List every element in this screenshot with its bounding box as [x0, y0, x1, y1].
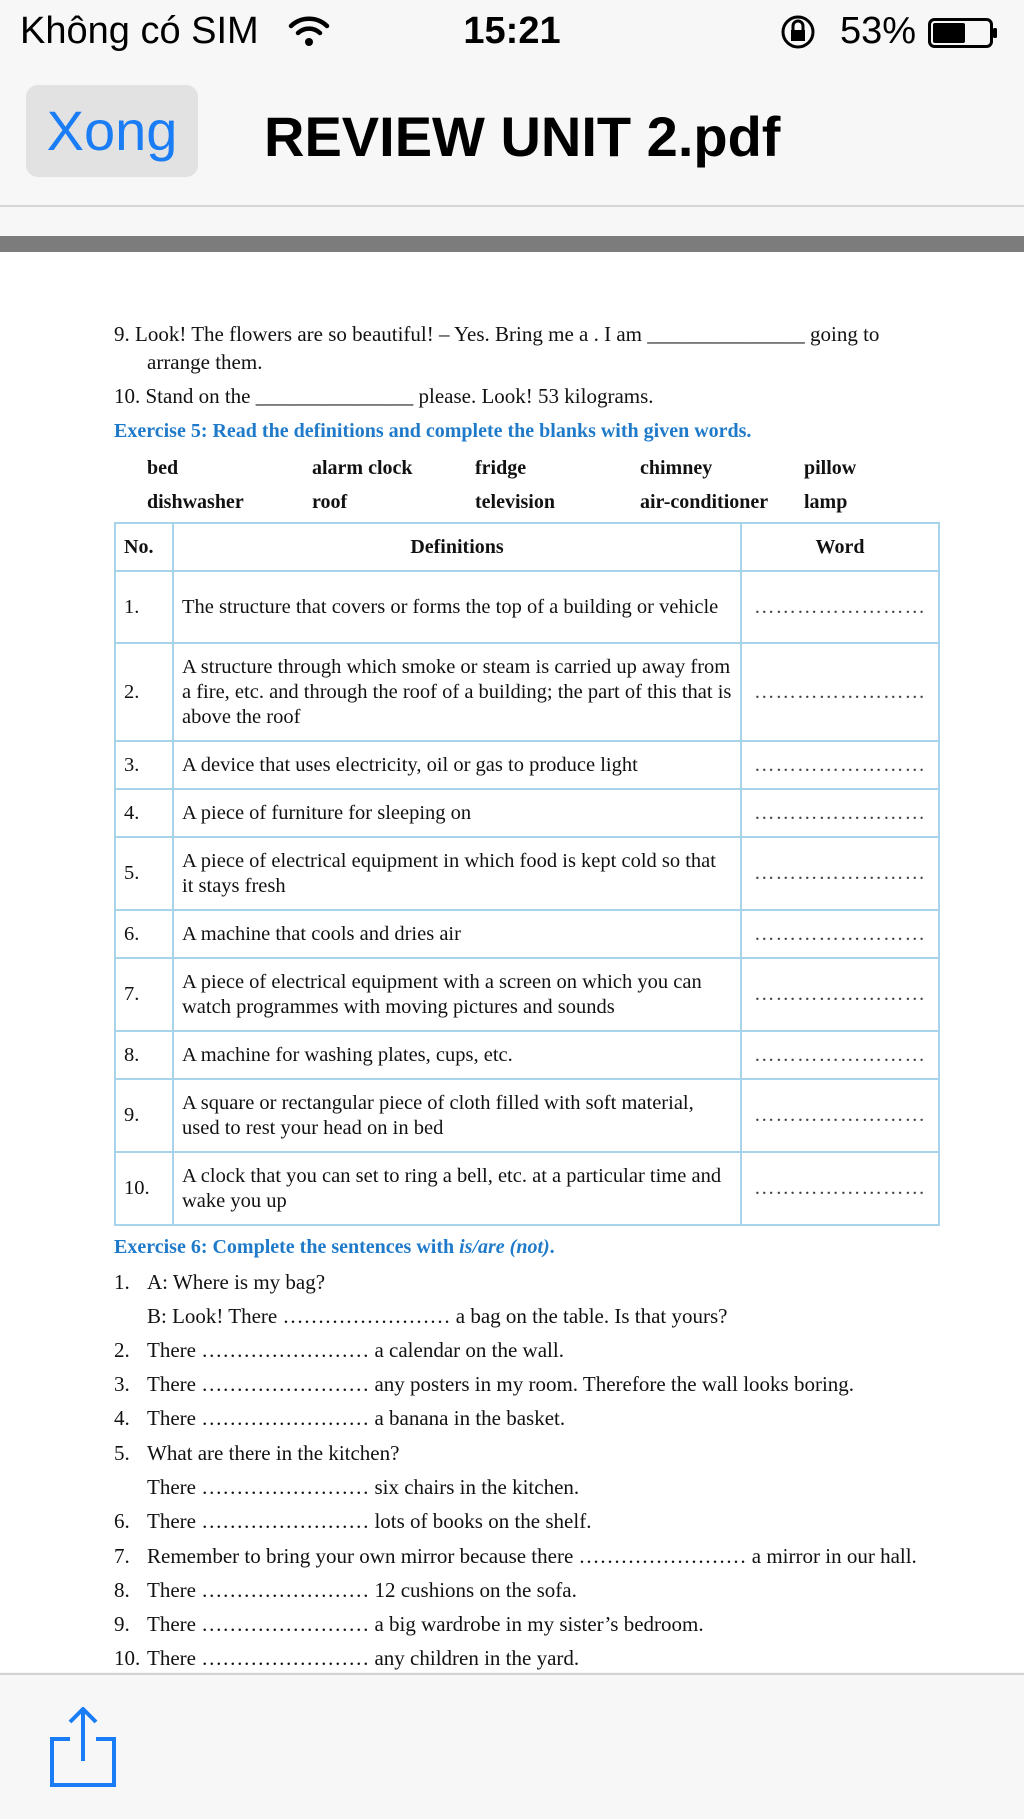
word-bank-item: air-conditioner: [640, 491, 769, 513]
row-number: 4.: [115, 789, 173, 837]
word-bank-item: lamp: [804, 491, 848, 513]
row-definition: A machine that cools and dries air: [173, 910, 741, 958]
row-blank: ……………………: [741, 1152, 939, 1225]
table-row: [115, 958, 939, 1031]
rotation-lock-icon: [780, 14, 816, 50]
table-row: [115, 1079, 939, 1152]
row-definition: A piece of furniture for sleeping on: [173, 789, 741, 837]
table-header-row: [115, 523, 939, 571]
done-button[interactable]: Xong: [26, 85, 198, 177]
row-blank: ……………………: [741, 958, 939, 1031]
list-item: There …………………… a banana in the basket.: [147, 1406, 566, 1430]
carrier-label: Không có SIM: [20, 10, 259, 52]
list-item-number: 5.: [114, 1441, 130, 1465]
battery-icon: [928, 18, 998, 48]
table-row: [115, 643, 939, 741]
row-number: 8.: [115, 1031, 173, 1079]
list-item: There …………………… 12 cushions on the sofa.: [147, 1578, 577, 1602]
row-number: 3.: [115, 741, 173, 789]
exercise-6-heading: [114, 1236, 555, 1259]
list-item: There …………………… lots of books on the shelf.: [147, 1509, 592, 1533]
bottom-toolbar: [0, 1673, 1024, 1819]
word-bank-item: roof: [312, 491, 348, 513]
document-edge-bar: [0, 236, 1024, 252]
list-item-number: 10.: [114, 1646, 141, 1670]
row-number: 1.: [115, 571, 173, 643]
row-blank: ……………………: [741, 1079, 939, 1152]
header-word: Word: [741, 523, 939, 571]
word-bank-item: chimney: [640, 457, 713, 479]
row-number: 5.: [115, 837, 173, 910]
exercise-5-heading: Exercise 5: Read the definitions and complete the blanks with given words.: [114, 420, 752, 442]
header-no: No.: [115, 523, 173, 571]
row-number: 6.: [115, 910, 173, 958]
exercise-6-heading-end: .: [549, 1236, 555, 1258]
list-item: There …………………… a big wardrobe in my sister’s bedroom.: [147, 1612, 704, 1636]
list-item-number: 6.: [114, 1509, 130, 1533]
definitions-table: [114, 522, 940, 1226]
row-definition: A piece of electrical equipment in which food is kept cold so that it stays fresh: [173, 837, 741, 910]
row-definition: A device that uses electricity, oil or gas to produce light: [173, 741, 741, 789]
row-blank: ……………………: [741, 1031, 939, 1079]
list-item: B: Look! There …………………… a bag on the table. Is that yours?: [147, 1304, 728, 1328]
list-item: There …………………… any children in the yard.: [147, 1646, 580, 1670]
list-item: There …………………… any posters in my room. Therefore the wall looks boring.: [147, 1372, 855, 1396]
document-title: REVIEW UNIT 2.pdf: [264, 105, 781, 168]
question-9-cont: arrange them.: [147, 350, 263, 374]
list-item-number: 4.: [114, 1406, 130, 1430]
row-blank: ……………………: [741, 643, 939, 741]
header-definitions: Definitions: [173, 523, 741, 571]
row-blank: ……………………: [741, 789, 939, 837]
row-definition: A machine for washing plates, cups, etc.: [173, 1031, 741, 1079]
row-definition: A structure through which smoke or steam is carried up away from a fire, etc. and through the roof of a building; the part of this that is above the roof: [173, 643, 741, 741]
list-item: There …………………… six chairs in the kitchen.: [147, 1475, 580, 1499]
battery-percent: 53%: [840, 10, 917, 52]
list-item: Remember to bring your own mirror because there …………………… a mirror in our hall.: [147, 1544, 917, 1568]
table-row: [115, 837, 939, 910]
pdf-page[interactable]: [0, 252, 1024, 1672]
word-bank-item: pillow: [804, 457, 857, 479]
word-bank-item: bed: [147, 457, 179, 479]
row-number: 9.: [115, 1079, 173, 1152]
word-bank-item: dishwasher: [147, 491, 244, 513]
table-row: [115, 571, 939, 643]
row-number: 7.: [115, 958, 173, 1031]
table-row: [115, 789, 939, 837]
table-row: [115, 1031, 939, 1079]
list-item: There …………………… a calendar on the wall.: [147, 1338, 564, 1362]
status-bar: [0, 0, 1024, 68]
row-number: 10.: [115, 1152, 173, 1225]
word-bank-item: fridge: [475, 457, 527, 479]
share-icon[interactable]: [46, 1705, 120, 1789]
word-bank-item: alarm clock: [312, 457, 413, 479]
row-blank: ……………………: [741, 741, 939, 789]
row-blank: ……………………: [741, 837, 939, 910]
row-number: 2.: [115, 643, 173, 741]
word-bank-item: television: [475, 491, 555, 513]
list-item-number: 1.: [114, 1270, 130, 1294]
list-item-number: 2.: [114, 1338, 130, 1362]
row-definition: A square or rectangular piece of cloth filled with soft material, used to rest your head on in bed: [173, 1079, 741, 1152]
row-blank: ……………………: [741, 910, 939, 958]
question-9: 9. Look! The flowers are so beautiful! – Yes. Bring me a . I am _______________ going to: [114, 322, 880, 346]
row-definition: A clock that you can set to ring a bell, etc. at a particular time and wake you up: [173, 1152, 741, 1225]
list-item-number: 8.: [114, 1578, 130, 1602]
table-row: [115, 741, 939, 789]
table-row: [115, 910, 939, 958]
list-item-number: 3.: [114, 1372, 130, 1396]
row-definition: The structure that covers or forms the top of a building or vehicle: [173, 571, 741, 643]
exercise-6-heading-text: Exercise 6: Complete the sentences with: [114, 1236, 460, 1258]
row-blank: ……………………: [741, 571, 939, 643]
list-item: What are there in the kitchen?: [147, 1441, 400, 1465]
exercise-6-heading-em: is/are (not): [459, 1236, 550, 1258]
table-row: [115, 1152, 939, 1225]
clock: 15:21: [463, 10, 561, 52]
list-item-number: 7.: [114, 1544, 130, 1568]
list-item: A: Where is my bag?: [147, 1270, 326, 1294]
row-definition: A piece of electrical equipment with a screen on which you can watch programmes with moving pictures and sounds: [173, 958, 741, 1031]
navigation-bar: [0, 68, 1024, 207]
list-item-number: 9.: [114, 1612, 130, 1636]
question-10: 10. Stand on the _______________ please. Look! 53 kilograms.: [114, 384, 654, 408]
